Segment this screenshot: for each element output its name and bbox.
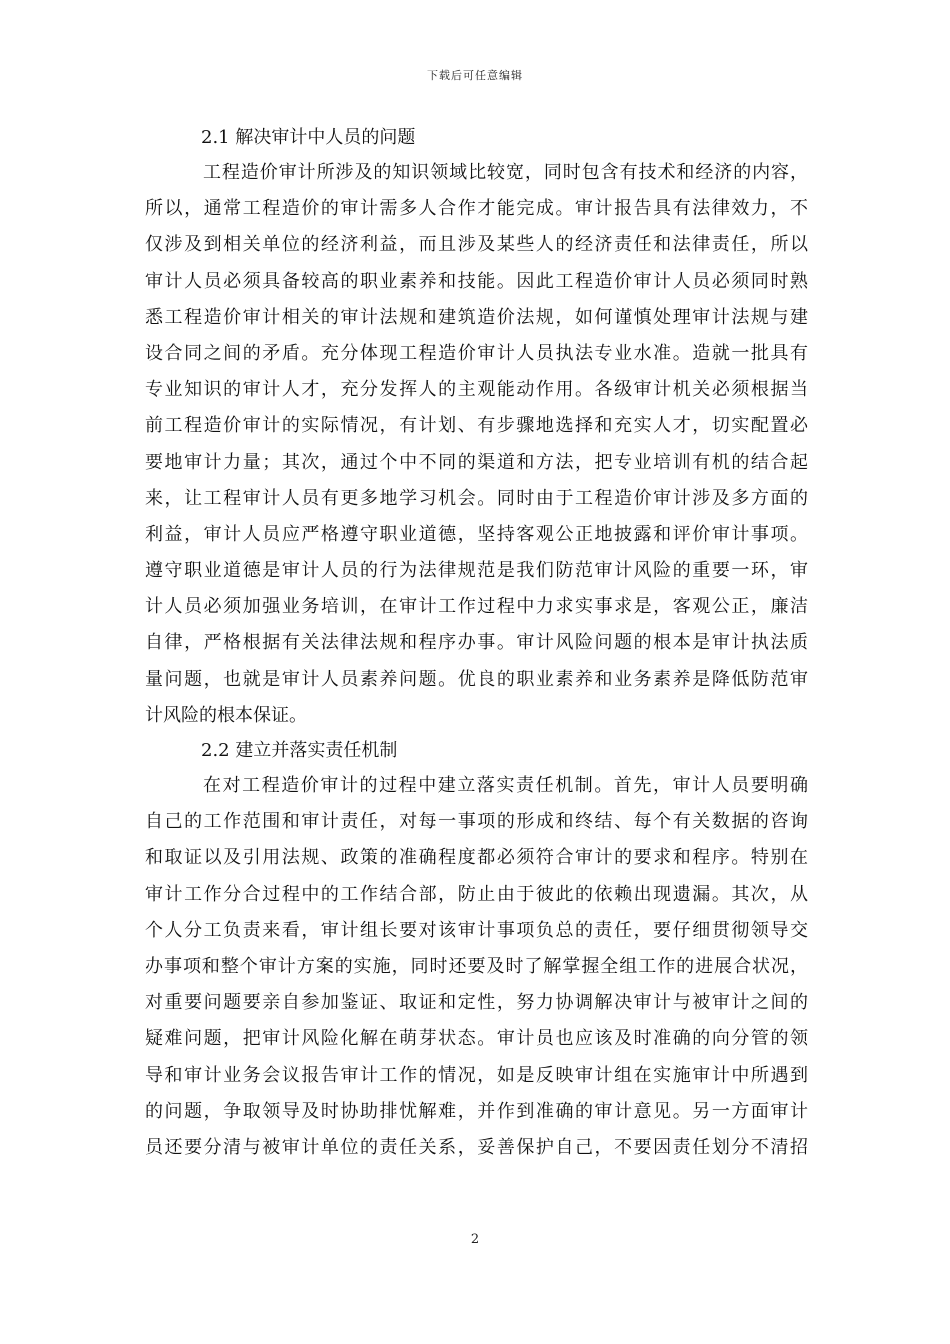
paragraph-line: 员还要分清与被审计单位的责任关系，妥善保护自己，不要因责任划分不清招: [145, 1136, 808, 1158]
document-body: [145, 121, 808, 1166]
paragraph-line: 和取证以及引用法规、政策的准确程度都必须符合审计的要求和程序。特别在: [145, 847, 808, 869]
paragraph-line: 疑难问题，把审计风险化解在萌芽状态。审计员也应该及时准确的向分管的领: [145, 1028, 808, 1050]
paragraph-line: 设合同之间的矛盾。充分体现工程造价审计人员执法专业水准。造就一批具有: [145, 342, 808, 364]
page-number: 2: [470, 1232, 480, 1247]
paragraph-line: 审计工作分合过程中的工作结合部，防止由于彼此的依赖出现遗漏。其次，从: [145, 883, 808, 905]
paragraph-line: 来，让工程审计人员有更多地学习机会。同时由于工程造价审计涉及多方面的: [145, 487, 808, 509]
page-header: 下载后可任意编辑: [427, 69, 523, 82]
paragraph-line: 对重要问题要亲自参加鉴证、取证和定性，努力协调解决审计与被审计之间的: [145, 992, 808, 1014]
paragraph-line: 前工程造价审计的实际情况，有计划、有步骤地选择和充实人才，切实配置必: [145, 415, 808, 437]
paragraph-line: 自己的工作范围和审计责任，对每一事项的形成和终结、每个有关数据的咨询: [145, 811, 808, 833]
paragraph-line: 工程造价审计所涉及的知识领域比较宽，同时包含有技术和经济的内容，: [203, 162, 808, 183]
paragraph-line: 自律，严格根据有关法律法规和程序办事。审计风险问题的根本是审计执法质: [145, 632, 808, 654]
paragraph-line: 利益，审计人员应严格遵守职业道德，坚持客观公正地披露和评价审计事项。: [145, 523, 808, 545]
section-paragraph: [145, 768, 808, 1166]
paragraph-line: 计风险的根本保证。: [145, 704, 307, 726]
paragraph-line: 要地审计力量；其次，通过个中不同的渠道和方法，把专业培训有机的结合起: [145, 451, 808, 473]
paragraph-line: 的问题，争取领导及时协助排忧解难，并作到准确的审计意见。另一方面审计: [145, 1100, 808, 1122]
paragraph-line: 遵守职业道德是审计人员的行为法律规范是我们防范审计风险的重要一环，审: [145, 560, 808, 582]
paragraph-line: 悉工程造价审计相关的审计法规和建筑造价法规，如何谨慎处理审计法规与建: [145, 306, 808, 328]
paragraph-line: 量问题，也就是审计人员素养问题。优良的职业素养和业务素养是降低防范审: [145, 668, 808, 690]
paragraph-line: 导和审计业务会议报告审计工作的情况，如是反映审计组在实施审计中所遇到: [145, 1064, 808, 1086]
paragraph-line: 个人分工负责来看，审计组长要对该审计事项负总的责任，要仔细贯彻领导交: [145, 919, 808, 941]
paragraph-line: 办事项和整个审计方案的实施，同时还要及时了解掌握全组工作的进展合状况，: [145, 955, 808, 977]
paragraph-line: 专业知识的审计人才，充分发挥人的主观能动作用。各级审计机关必须根据当: [145, 379, 808, 401]
paragraph-line: 计人员必须加强业务培训，在审计工作过程中力求实事求是，客观公正，廉洁: [145, 596, 808, 618]
section-heading: 2.1 解决审计中人员的问题: [201, 127, 416, 148]
paragraph-line: 所以，通常工程造价的审计需多人合作才能完成。审计报告具有法律效力，不: [145, 198, 808, 220]
paragraph-line: 在对工程造价审计的过程中建立落实责任机制。首先，审计人员要明确: [203, 775, 808, 796]
paragraph-line: 审计人员必须具备较高的职业素养和技能。因此工程造价审计人员必须同时熟: [145, 270, 808, 292]
section-paragraph: [145, 155, 808, 734]
section-heading: 2.2 建立并落实责任机制: [201, 740, 398, 761]
paragraph-line: 仅涉及到相关单位的经济利益，而且涉及某些人的经济责任和法律责任，所以: [145, 234, 808, 256]
